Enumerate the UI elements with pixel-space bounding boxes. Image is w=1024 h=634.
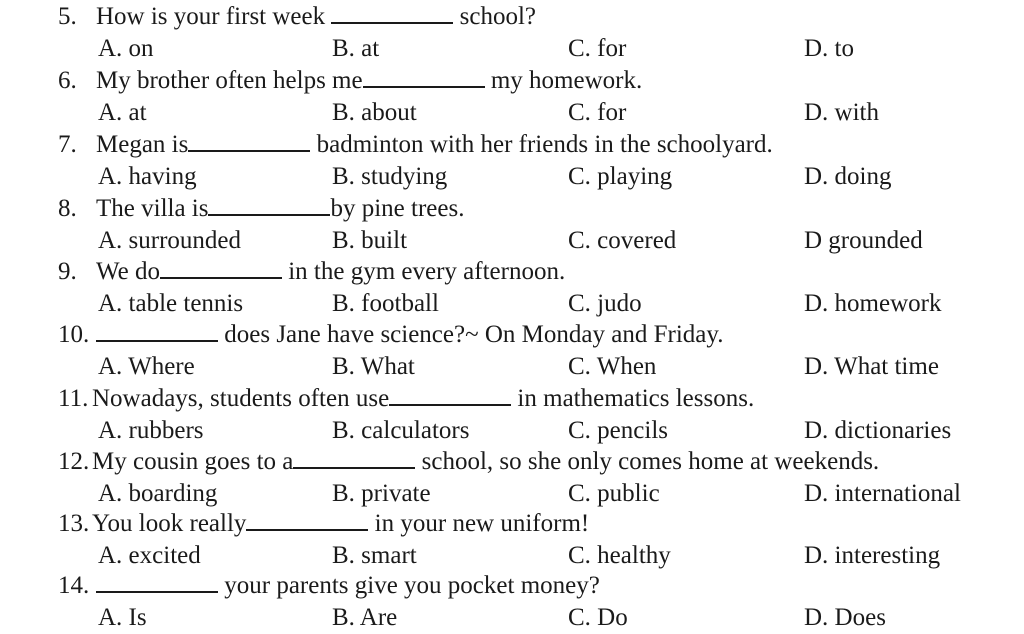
question-stem <box>0 508 1024 540</box>
stem-before: How is your first week <box>96 3 332 30</box>
question-number: 8. <box>58 195 77 222</box>
stem-after: in the gym every afternoon. <box>281 258 566 285</box>
stem-after: badminton with her friends in the schoolyard. <box>310 131 773 158</box>
option-b: B. smart <box>332 542 417 569</box>
option-b: B. What <box>332 353 415 380</box>
option-a: A. excited <box>98 542 201 569</box>
question-number: 12. <box>58 448 90 475</box>
answer-options <box>0 97 1024 129</box>
option-d: D. international <box>804 480 961 507</box>
answer-options <box>0 33 1024 65</box>
question-10 <box>0 319 1024 383</box>
answer-options <box>0 540 1024 572</box>
answer-options <box>0 288 1024 320</box>
question-text <box>92 446 879 478</box>
option-c: C. pencils <box>568 417 668 444</box>
answer-blank <box>96 571 218 593</box>
option-d: D. doing <box>804 163 892 190</box>
option-c: C. playing <box>568 163 673 190</box>
question-text <box>96 1 536 33</box>
answer-options <box>0 415 1024 447</box>
option-b: B. calculators <box>332 417 470 444</box>
question-number: 10. <box>58 321 90 348</box>
question-8 <box>0 193 1024 257</box>
option-a: A. Where <box>98 353 195 380</box>
option-a: A. at <box>98 99 147 126</box>
option-b: B. built <box>332 227 408 254</box>
option-d: D. Does <box>804 604 886 631</box>
stem-after: in your new uniform! <box>368 510 590 537</box>
stem-after: does Jane have science?~ On Monday and Friday. <box>218 321 724 348</box>
stem-before: My cousin goes to a <box>92 448 294 475</box>
question-14 <box>0 570 1024 634</box>
answer-blank <box>208 194 330 216</box>
question-9 <box>0 256 1024 320</box>
answer-options <box>0 478 1024 510</box>
option-c: C. When <box>568 353 657 380</box>
question-number: 13. <box>58 510 90 537</box>
question-text <box>92 508 589 540</box>
stem-after: your parents give you pocket money? <box>218 572 600 599</box>
question-stem <box>0 570 1024 602</box>
option-d: D grounded <box>804 227 923 254</box>
question-text <box>92 383 754 415</box>
answer-blank <box>246 509 368 531</box>
stem-before: The villa is <box>96 195 209 222</box>
answer-options <box>0 161 1024 193</box>
option-d: D. to <box>804 35 854 62</box>
answer-blank <box>160 257 282 279</box>
answer-blank <box>331 2 453 24</box>
question-5 <box>0 1 1024 65</box>
question-stem <box>0 319 1024 351</box>
question-text <box>96 256 565 288</box>
stem-before: Megan is <box>96 131 189 158</box>
option-a: A. having <box>98 163 197 190</box>
option-b: B. about <box>332 99 417 126</box>
question-number: 14. <box>58 572 90 599</box>
stem-before: Nowadays, students often use <box>92 385 390 412</box>
question-text <box>96 193 464 225</box>
stem-after: school? <box>453 3 537 30</box>
question-number: 7. <box>58 131 77 158</box>
answer-options <box>0 225 1024 257</box>
answer-options <box>0 351 1024 383</box>
stem-before: You look really <box>92 510 247 537</box>
option-d: D. homework <box>804 290 942 317</box>
option-a: A. surrounded <box>98 227 242 254</box>
question-stem <box>0 193 1024 225</box>
question-stem <box>0 1 1024 33</box>
option-b: B. private <box>332 480 431 507</box>
question-stem <box>0 65 1024 97</box>
question-text <box>96 65 642 97</box>
question-number: 9. <box>58 258 77 285</box>
question-stem <box>0 129 1024 161</box>
question-text <box>96 129 773 161</box>
option-d: D. with <box>804 99 879 126</box>
stem-after: in mathematics lessons. <box>511 385 755 412</box>
option-c: C. judo <box>568 290 642 317</box>
answer-blank <box>188 130 310 152</box>
answer-blank <box>96 320 218 342</box>
option-b: B. studying <box>332 163 448 190</box>
question-number: 5. <box>58 3 77 30</box>
answer-blank <box>389 384 511 406</box>
stem-before: We do <box>96 258 160 285</box>
option-c: C. public <box>568 480 660 507</box>
stem-after: my homework. <box>484 67 643 94</box>
question-stem <box>0 446 1024 478</box>
question-stem <box>0 383 1024 415</box>
question-12 <box>0 446 1024 510</box>
option-a: A. table tennis <box>98 290 244 317</box>
question-stem <box>0 256 1024 288</box>
option-c: C. covered <box>568 227 677 254</box>
option-c: C. for <box>568 99 627 126</box>
option-c: C. healthy <box>568 542 671 569</box>
option-d: D. What time <box>804 353 939 380</box>
answer-options <box>0 602 1024 634</box>
option-c: C. for <box>568 35 627 62</box>
stem-after: by pine trees. <box>330 195 465 222</box>
option-d: D. interesting <box>804 542 941 569</box>
stem-before: My brother often helps me <box>96 67 363 94</box>
question-7 <box>0 129 1024 193</box>
question-number: 11. <box>58 385 89 412</box>
option-b: B. football <box>332 290 439 317</box>
question-number: 6. <box>58 67 77 94</box>
option-b: B. Are <box>332 604 398 631</box>
option-d: D. dictionaries <box>804 417 952 444</box>
question-text <box>96 570 600 602</box>
option-a: A. Is <box>98 604 147 631</box>
option-b: B. at <box>332 35 380 62</box>
answer-blank <box>293 447 415 469</box>
option-c: C. Do <box>568 604 628 631</box>
question-6 <box>0 65 1024 129</box>
question-13 <box>0 508 1024 572</box>
answer-blank <box>363 66 485 88</box>
stem-after: school, so she only comes home at weekends. <box>415 448 880 475</box>
question-11 <box>0 383 1024 447</box>
option-a: A. on <box>98 35 154 62</box>
option-a: A. boarding <box>98 480 218 507</box>
option-a: A. rubbers <box>98 417 204 444</box>
question-text <box>96 319 724 351</box>
